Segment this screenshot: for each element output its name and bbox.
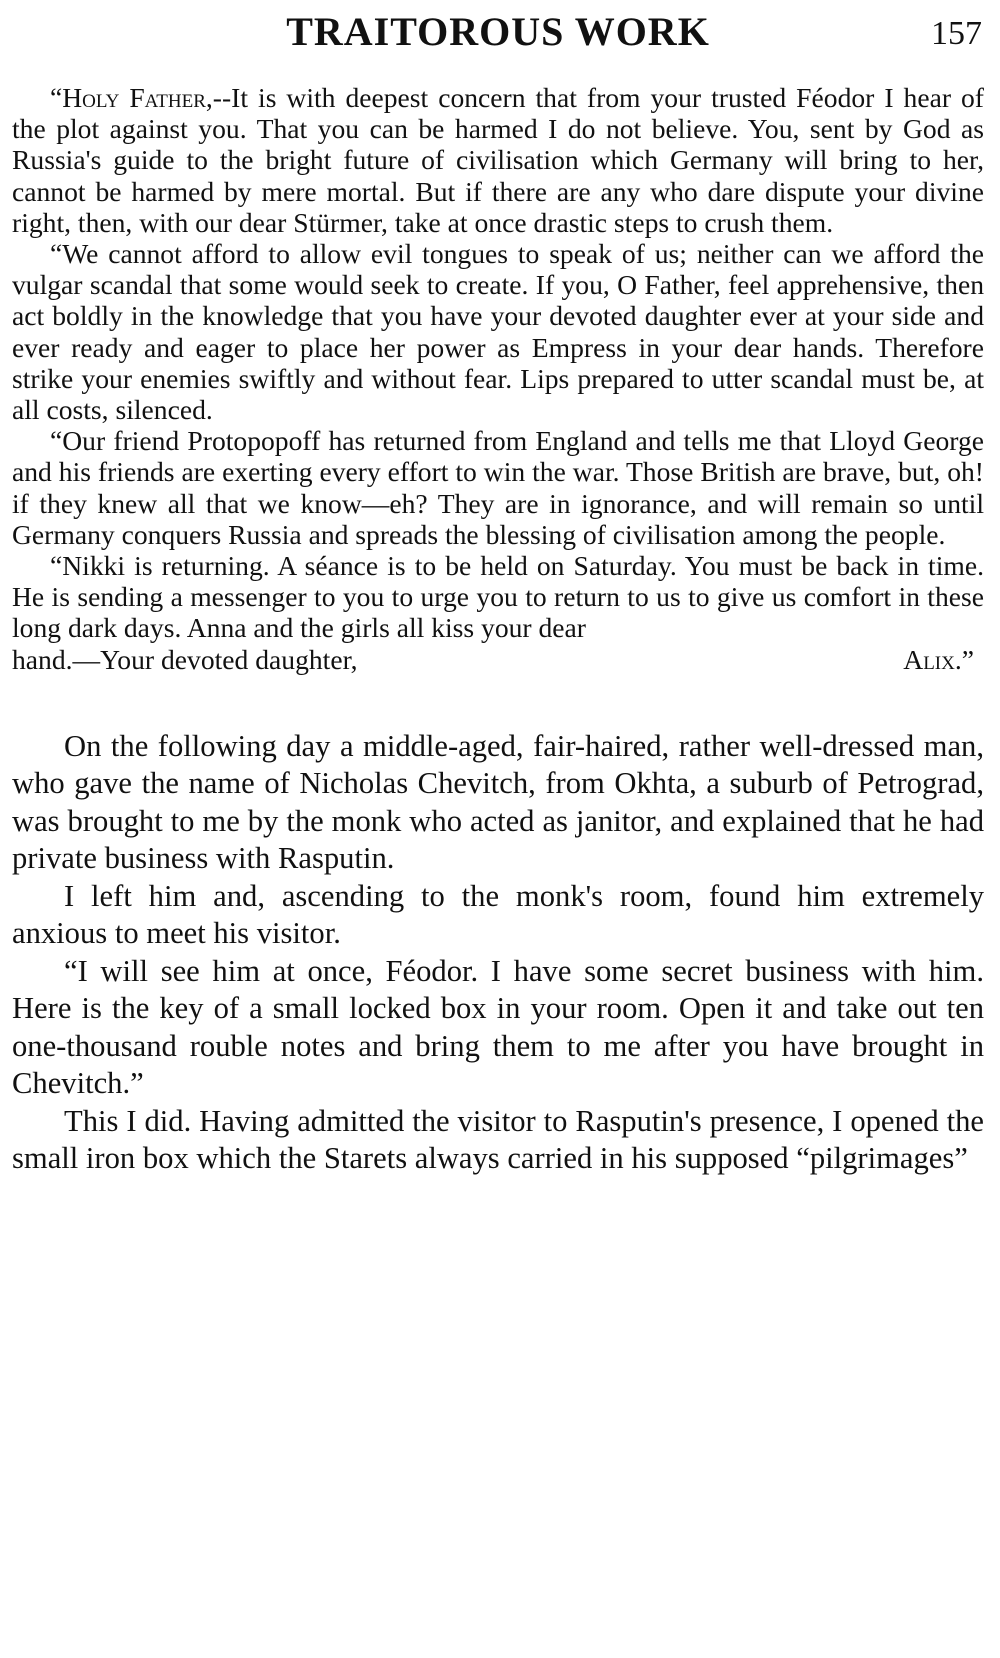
letter-signature: Alix.” <box>903 643 974 675</box>
running-title: TRAITOROUS WORK <box>286 9 710 54</box>
book-page <box>12 10 984 1650</box>
letter-paragraph: “We cannot afford to allow evil tongues to speak of us; neither can we afford the vulgar scandal that some would seek to create. If you, O Father, feel apprehensive, then act boldly in the knowledge that you have your devoted daughter ever at your side and ever ready and eager to place her power as Empress in your dear hands. Therefore strike your enemies swiftly and without fear. Lips prepared to utter scandal must be, at all costs, silenced. <box>12 238 984 426</box>
letter-paragraph: “Nikki is returning. A séance is to be held on Saturday. You must be back in time. He is sending a messenger to you to urge you to return to us to give us comfort in these long dark days. Anna and the girls all kiss your dear <box>12 550 984 644</box>
narrative-paragraph: “I will see him at once, Féodor. I have some secret business with him. Here is the key of a small locked box in your room. Open it and take out ten one-thousand rouble notes and bring them to me after you have brought in Chevitch.” <box>12 953 984 1101</box>
narrative-paragraph: I left him and, ascending to the monk's room, found him extremely anxious to meet his visitor. <box>12 878 984 951</box>
letter-closing: hand.—Your devoted daughter, <box>12 643 358 675</box>
letter-paragraph: “Our friend Protopopoff has returned from England and tells me that Lloyd George and his friends are exerting every effort to win the war. Those British are brave, but, oh! if they knew all that we know—eh? They are in ignorance, and will remain so until Germany conquers Russia and spreads the blessing of civilisation among the people. <box>12 425 984 550</box>
letter-closing-line <box>12 644 984 675</box>
page-number: 157 <box>931 15 982 52</box>
narrative-paragraph: This I did. Having admitted the visitor to Rasputin's presence, I opened the small iron box which the Starets always carried in his supposed “pilgrimages” <box>12 1103 984 1176</box>
narrative-paragraph: On the following day a middle-aged, fair-haired, rather well-dressed man, who gave the name of Nicholas Chevitch, from Okhta, a suburb of Petrograd, was brought to me by the monk who acted as janitor, and explained that he had private business with Rasputin. <box>12 728 984 876</box>
letter-salutation: Holy Father, <box>62 82 213 113</box>
letter-block <box>12 82 984 675</box>
letter-paragraph-text: --It is with deepest concern that from your trusted Féodor I hear of the plot against you. That you can be harmed I do not believe. You, sent by God as Russia's guide to the bright future of civilisation which Germany will bring to her, cannot be harmed by mere mortal. But if there are any who dare dispute your divine right, then, with our dear Stürmer, take at once drastic steps to crush them. <box>12 82 984 238</box>
narrative-block <box>12 728 984 1178</box>
page-header <box>12 10 984 60</box>
letter-paragraph: “Holy Father,--It is with deepest concern that from your trusted Féodor I hear of the plot against you. That you can be harmed I do not believe. You, sent by God as Russia's guide to the bright future of civilisation which Germany will bring to her, cannot be harmed by mere mortal. But if there are any who dare dispute your divine right, then, with our dear Stürmer, take at once drastic steps to crush them. <box>12 82 984 238</box>
